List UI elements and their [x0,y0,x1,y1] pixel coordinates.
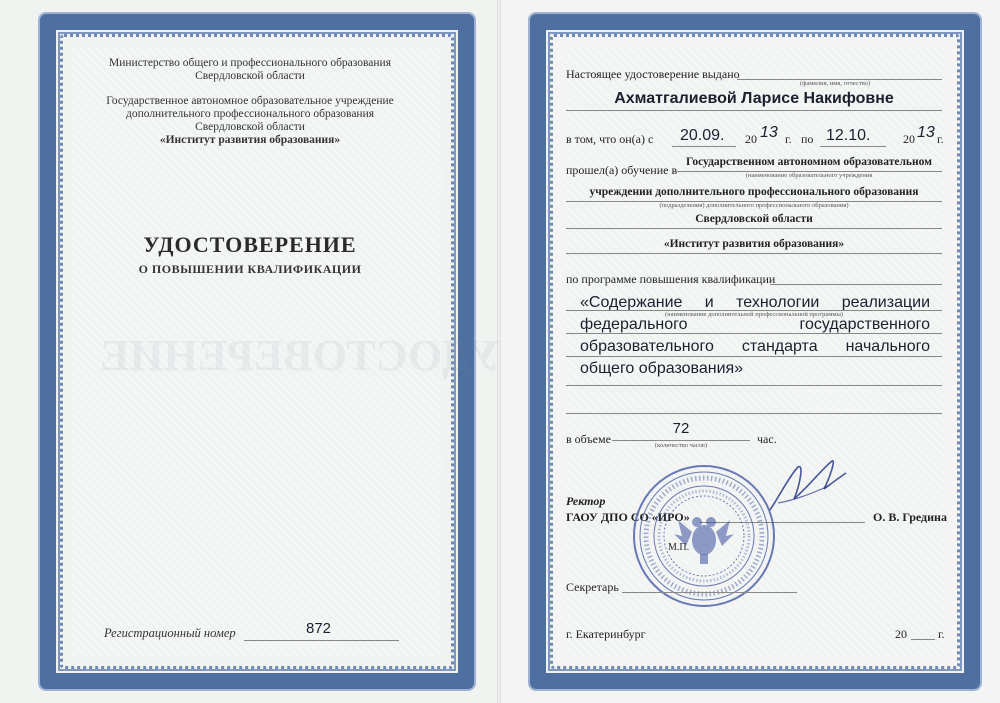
year-prefix-1: 20 [745,132,757,146]
document-title: УДОСТОВЕРЕНИЕ [143,232,357,257]
name-caption: (фамилия, имя, отчество) [800,80,871,87]
volume-unit: час. [757,432,777,446]
institution-line-3: Свердловской области [195,121,305,133]
program-label: по программе повышения квалификации [566,272,776,286]
org-line-3-rule [566,228,942,229]
date-to-line [820,146,886,147]
region-line: Свердловской области [195,70,305,82]
volume-value: 72 [672,420,690,437]
seal-label: М.П. [668,542,690,553]
year-suffix-1: г. [785,132,792,146]
issued-label: Настоящее удостоверение выдано [566,67,740,81]
program-rule-1 [566,310,942,311]
date-from-line [672,146,736,147]
recipient-name: Ахматгалиевой Ларисе Накифовне [614,90,894,107]
program-line-3: образовательного стандарта начального [580,338,930,355]
program-line-1: «Содержание и технологии реализации [580,294,930,311]
program-rule-3 [566,356,942,357]
official-seal [630,462,778,610]
institution-line-4: «Институт развития образования» [159,134,341,146]
volume-line [612,440,750,441]
program-line-4: общего образования» [580,360,744,377]
date-to: 12.10. [826,127,871,144]
org-caption-2: (подразделения) дополнительного профессионального образования) [659,202,849,209]
institution-line-1: Государственное автономное образовательное учреждение [106,95,394,107]
registration-label: Регистрационный номер [104,626,236,640]
issue-year-suffix: г. [938,627,945,641]
program-rule-4 [566,385,942,386]
org-line-4-rule [566,253,942,254]
org-caption-1: (наименование образовательного учреждения [745,172,873,179]
registration-number: 872 [306,620,332,637]
trained-label: прошел(а) обучение в [566,163,678,177]
volume-caption: (количество часов) [654,442,708,449]
document-subtitle: О ПОВЫШЕНИИ КВАЛИФИКАЦИИ [138,262,362,276]
year-2: 13 [917,124,935,141]
program-rule-5 [566,413,942,414]
period-to: по [801,132,814,146]
issue-year-line [911,639,935,640]
org-line-1: Государственном автономном образовательном [686,156,932,168]
rector-label: Ректор [566,494,606,508]
org-line-2: учреждении дополнительного профессионального образования [589,186,919,198]
year-1: 13 [760,124,778,141]
ministry-line: Министерство общего и профессионального образования [109,57,391,69]
program-line-2: федерального государственного [580,316,930,333]
secretary-label: Секретарь [566,580,619,594]
program-rule-2 [566,333,942,334]
secretary-signature-line [622,592,797,593]
year-prefix-2: 20 [903,132,915,146]
registration-line [244,640,399,641]
date-from: 20.09. [680,127,725,144]
program-caption: (наименование дополнительной профессиональной программы) [665,311,843,318]
institution-line-2: дополнительного профессионального образования [125,108,375,120]
name-line [566,110,942,111]
org-line-4: «Институт развития образования» [663,238,845,250]
period-prefix: в том, что он(а) с [566,132,654,146]
volume-label: в объеме [566,432,611,446]
rector-signature [760,455,850,525]
year-suffix-2: г. [937,132,944,146]
watermark: УДОСТОВЕРЕНИЕ [100,331,501,380]
issue-year-prefix: 20 [895,627,907,641]
rector-name: О. В. Гредина [873,510,947,524]
city-label: г. Екатеринбург [566,627,646,641]
org-line-3: Свердловской области [695,213,813,225]
program-label-line [770,284,942,285]
rector-org: ГАОУ ДПО СО «ИРО» [566,510,690,524]
